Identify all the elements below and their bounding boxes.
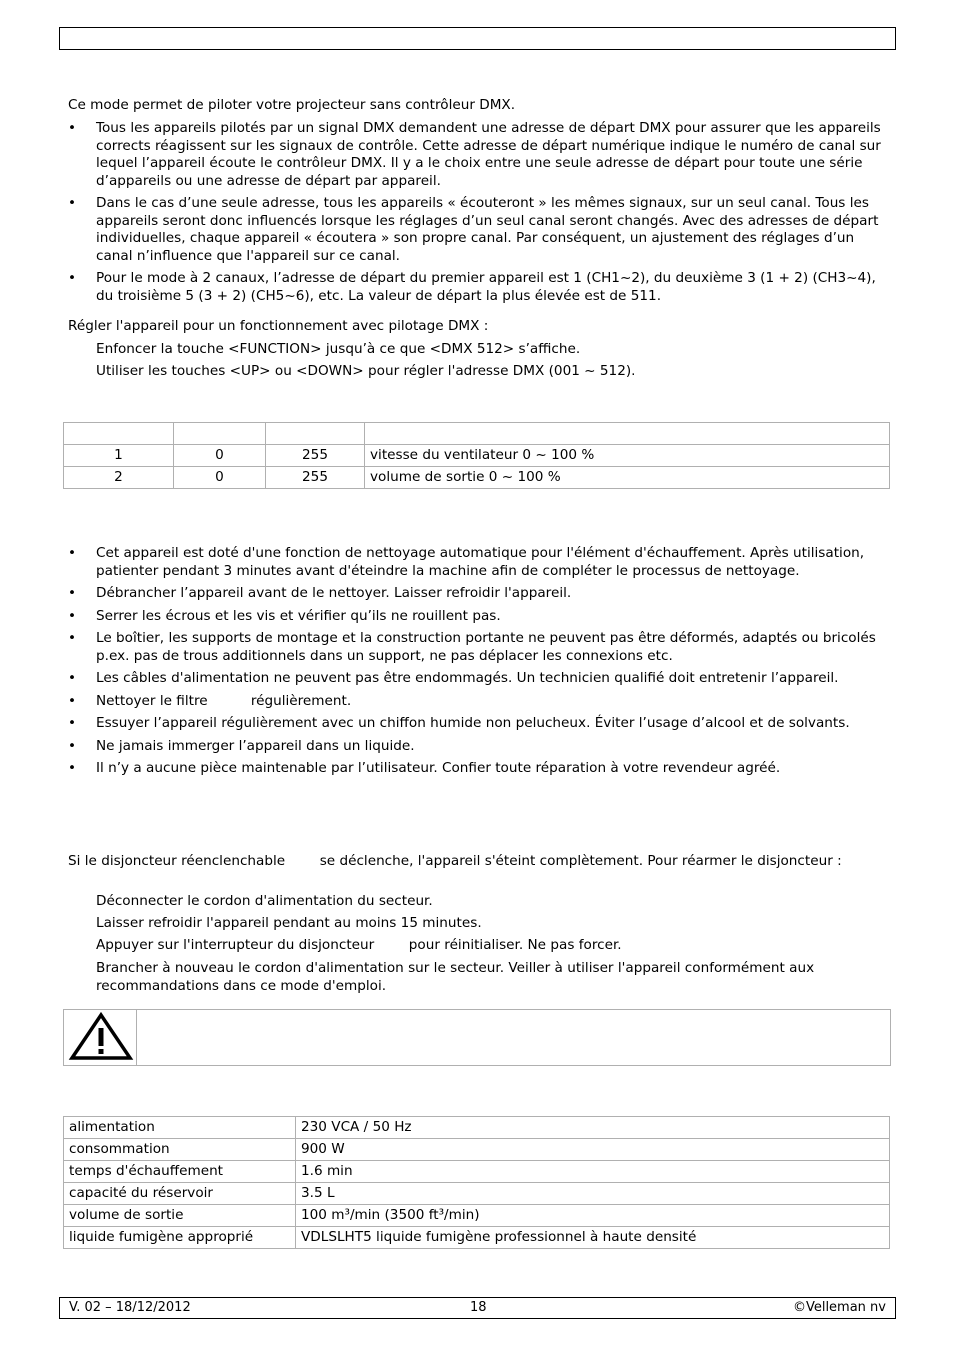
dmx-intro: Ce mode permet de piloter votre projecteur sans contrôleur DMX.	[68, 97, 516, 113]
table-row	[64, 1117, 890, 1139]
spec-value: 100 m³/min (3500 ft³/min)	[296, 1205, 890, 1227]
spec-label: capacité du réservoir	[64, 1183, 296, 1205]
table-row	[64, 445, 890, 467]
breaker-intro: Si le disjoncteur réenclenchable se déclenche, l'appareil s'éteint complètement. Pour réarmer le disjoncteur :	[68, 853, 842, 869]
dmx-step: Enfoncer la touche <FUNCTION> jusqu’à ce que <DMX 512> s’affiche.	[96, 341, 581, 357]
table-row	[64, 1161, 890, 1183]
spec-value: 900 W	[296, 1139, 890, 1161]
spec-label: alimentation	[64, 1117, 296, 1139]
specs-table	[63, 1116, 890, 1249]
dmx-step: Utiliser les touches <UP> ou <DOWN> pour régler l'adresse DMX (001 ~ 512).	[96, 363, 636, 379]
list-item: • Cet appareil est doté d'une fonction de nettoyage automatique pour l'élément d'échauffement. Après utilisation, patienter pendant 3 minutes avant d'éteindre la machine afin de compléter le processus de nettoyage.	[68, 545, 890, 580]
list-item: • Le boîtier, les supports de montage et la construction portante ne peuvent pas être déformés, adaptés ou bricolés p.ex. pas de trous additionnels dans un support, ne pas déplacer les connexions etc.	[68, 630, 890, 665]
table-row	[64, 1183, 890, 1205]
table-row	[64, 1139, 890, 1161]
list-item: • Il n’y a aucune pièce maintenable par l’utilisateur. Confier toute réparation à votre revendeur agréé.	[68, 760, 890, 778]
maintenance-bullet-list	[68, 545, 890, 783]
list-item: • Ne jamais immerger l’appareil dans un liquide.	[68, 738, 890, 756]
dmx-setup-title: Régler l'appareil pour un fonctionnement avec pilotage DMX :	[68, 318, 489, 334]
warning-box	[63, 1009, 891, 1066]
spec-value: VDLSLHT5 liquide fumigène professionnel à haute densité	[296, 1227, 890, 1249]
table-cell: 0	[174, 467, 266, 489]
table-cell: 0	[174, 445, 266, 467]
dmx-bullet-list	[68, 120, 890, 310]
list-item: • Nettoyer le filtre régulièrement.	[68, 693, 890, 711]
footer-copyright: ©Velleman nv	[792, 1300, 886, 1315]
list-item: • Dans le cas d’une seule adresse, tous les appareils « écouteront » les mêmes signaux, sur un seul canal. Tous les appareils seront donc influencés lorsque les réglages d’un seul canal seront changés. Avec des adresses de départ individuelles, chaque appareil « écoutera » son propre canal. Par conséquent, un ajustement des réglages d’un canal n’influence que l'appareil sur ce canal.	[68, 195, 890, 265]
table-row	[64, 467, 890, 489]
table-cell: 255	[266, 467, 365, 489]
spec-label: consommation	[64, 1139, 296, 1161]
list-item: • Pour le mode à 2 canaux, l’adresse de départ du premier appareil est 1 (CH1~2), du deuxième 3 (1 + 2) (CH3~4), du troisième 5 (3 + 2) (CH5~6), etc. La valeur de départ la plus élevée est de 511.	[68, 270, 890, 305]
header-box	[59, 27, 896, 50]
table-cell: volume de sortie 0 ~ 100 %	[365, 467, 890, 489]
spec-value: 3.5 L	[296, 1183, 890, 1205]
list-item: • Les câbles d'alimentation ne peuvent pas être endommagés. Un technicien qualifié doit entretenir l’appareil.	[68, 670, 890, 688]
footer	[59, 1297, 896, 1319]
table-row	[64, 1205, 890, 1227]
table-cell: 1	[64, 445, 174, 467]
table-cell: 2	[64, 467, 174, 489]
spec-label: liquide fumigène approprié	[64, 1227, 296, 1249]
table-cell: vitesse du ventilateur 0 ~ 100 %	[365, 445, 890, 467]
list-item: • Tous les appareils pilotés par un signal DMX demandent une adresse de départ DMX pour assurer que les appareils corrects réagissent sur les signaux de contrôle. Cette adresse de départ numérique indique le numéro de canal sur lequel l’appareil écoute le contrôleur DMX. Il y a le choix entre une seule adresse de départ pour toute une série d’appareils ou une adresse de départ par appareil.	[68, 120, 890, 190]
footer-page-number: 18	[470, 1300, 487, 1315]
table-header-row	[64, 423, 890, 445]
list-item: • Essuyer l’appareil régulièrement avec un chiffon humide non pelucheux. Éviter l’usage d’alcool et de solvants.	[68, 715, 890, 733]
footer-version: V. 02 – 18/12/2012	[69, 1300, 191, 1315]
breaker-step: Brancher à nouveau le cordon d'alimentation sur le secteur. Veiller à utiliser l'appareil conformément aux recommandations dans ce mode d'emploi.	[96, 960, 815, 994]
table-row	[64, 1227, 890, 1249]
dmx-channel-table	[63, 422, 890, 489]
spec-value: 1.6 min	[296, 1161, 890, 1183]
warning-icon	[64, 1010, 137, 1065]
spec-label: temps d'échauffement	[64, 1161, 296, 1183]
spec-value: 230 VCA / 50 Hz	[296, 1117, 890, 1139]
breaker-step: Laisser refroidir l'appareil pendant au moins 15 minutes.	[96, 915, 482, 931]
breaker-step: Déconnecter le cordon d'alimentation du secteur.	[96, 893, 433, 909]
list-item: • Serrer les écrous et les vis et vérifier qu’ils ne rouillent pas.	[68, 608, 890, 626]
breaker-step: Appuyer sur l'interrupteur du disjoncteur pour réinitialiser. Ne pas forcer.	[96, 937, 622, 953]
spec-label: volume de sortie	[64, 1205, 296, 1227]
list-item: • Débrancher l’appareil avant de le nettoyer. Laisser refroidir l'appareil.	[68, 585, 890, 603]
table-cell: 255	[266, 445, 365, 467]
